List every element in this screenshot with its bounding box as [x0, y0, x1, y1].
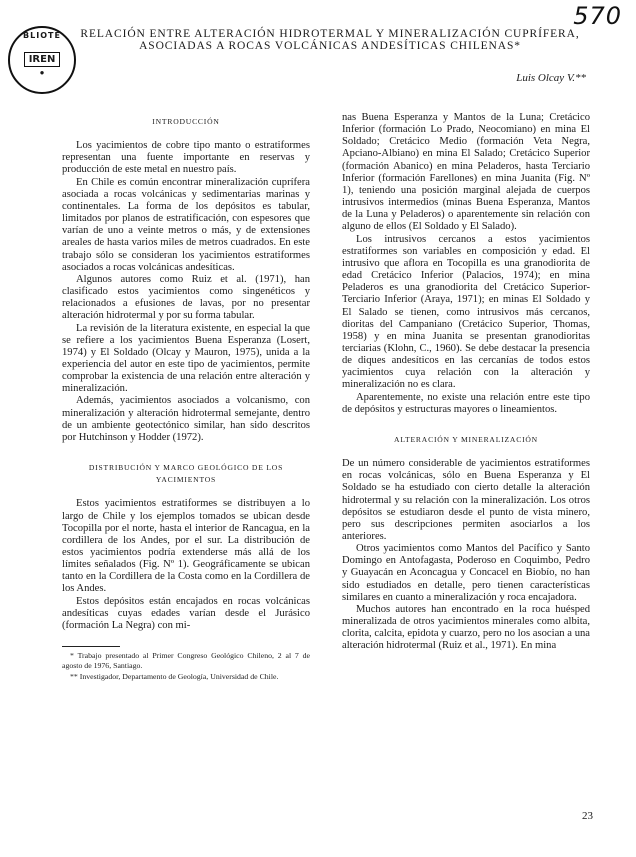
paragraph: Aparentemente, no existe una relación entre este tipo de depósitos y estructuras mayores o lineamientos.	[342, 391, 590, 415]
article-title: RELACIÓN ENTRE ALTERACIÓN HIDROTERMAL Y MINERALIZACIÓN CUPRÍFERA, ASOCIADAS A ROCAS VOLCÁNICAS ANDESÍTICAS CHILENAS*	[80, 28, 580, 52]
stamp-dot: ●	[39, 67, 45, 77]
library-stamp	[8, 26, 76, 94]
paragraph: Muchos autores han encontrado en la roca huésped mineralizada de otros yacimientos minerales como albita, clorita, calcita, epidota y cuarzo, pero no los asocian a una alteración hidrotermal (Ruiz et al., 1971). En mina	[342, 603, 590, 652]
paragraph: Los yacimientos de cobre tipo manto o estratiformes representan una fuente importante en reservas y producción de este metal en nuestro país.	[62, 140, 310, 176]
paragraph: La revisión de la literatura existente, en especial la que se refiere a los yacimientos Buena Esperanza (Losert, 1974) y El Soldado (Olcay y Mauron, 1975), unida a la experiencia del autor en este tipo de yacimientos, permite comprobar la existencia de una relación entre alteración y mineralización.	[62, 322, 310, 395]
footnote: * Trabajo presentado al Primer Congreso Geológico Chileno, 2 al 7 de agosto de 1976, Santiago.	[62, 651, 310, 670]
paragraph: Además, yacimientos asociados a volcanismo, con mineralización y alteración hidrotermal semejante, dentro de un ambiente geotectónico similar, han sido descritos por Hutchinson y Hodder (1972).	[62, 395, 310, 443]
paragraph: Estos depósitos están encajados en rocas volcánicas andesíticas cuyas edades varían desde el Jurásico (formación La Negra) con mi-	[62, 595, 310, 631]
section-heading-alteracion: ALTERACIÓN Y MINERALIZACIÓN	[394, 434, 538, 444]
page-number: 23	[582, 810, 593, 822]
paragraph: nas Buena Esperanza y Mantos de la Luna; Cretácico Inferior (formación Lo Prado, Neocomiano) en mina El Soldado; Cretácico Medio (formación Veta Negra, Apciano-Albiano) en mina El Salado; Cretácico Superior (formación Abanico) en mina Peladeros, hasta Terciario Inferior (formación Farellones) en mina Juanita (Fig. Nº 1), teniendo una posición marginal alejada de cuerpos intrusivos intermedios (minas Buena Esperanza, Mantos de la Luna y Peladeros) o aparentemente sin relación con alguno de ellos (El Soldado y El Salado).	[342, 112, 590, 233]
section-heading-distribucion: DISTRIBUCIÓN Y MARCO GEOLÓGICO DE LOS YACIMIENTOS	[88, 463, 284, 485]
section-heading-introduccion: INTRODUCCIÓN	[152, 117, 220, 126]
left-column	[62, 112, 310, 684]
paragraph: De un número considerable de yacimientos estratiformes en rocas volcánicas, sólo en Buena Esperanza y El Soldado se ha estudiado con cierto detalle la alteración hidrotermal y su relación con la mineralización. Los otros depósitos se estudiaron desde el punto de vista minero, pero sus descripciones permiten asociarlos a los anteriores.	[342, 458, 590, 542]
footnote: ** Investigador, Departamento de Geología, Universidad de Chile.	[70, 672, 279, 682]
paragraph: Estos yacimientos estratiformes se distribuyen a lo largo de Chile y los ejemplos tomados se ubican desde Tocopilla por el norte, hasta el interior de Rancagua, en la cordillera de los Andes, por el sur. La distribución de estos yacimientos podría extenderse más allá de los límites señalados (Fig. Nº 1). Geográficamente se ubican tanto en la Cordillera de la Costa como en la Cordillera de los Andes.	[62, 498, 310, 595]
footnote-rule	[62, 646, 120, 647]
footnotes	[62, 646, 310, 682]
handwritten-page-number: 570	[573, 2, 622, 30]
paragraph: Algunos autores como Ruiz et al. (1971), han clasificado estos yacimientos como singenéticos y relacionados a efusiones de lavas, por no presentar alteración hidrotermal y por su forma tabular.	[62, 273, 310, 322]
right-column	[342, 112, 590, 653]
stamp-box-text: IREN	[24, 52, 61, 67]
article-author: Luis Olcay V.**	[516, 72, 586, 84]
paragraph: En Chile es común encontrar mineralización cuprífera asociada a rocas volcánicas y sedimentarias marinas y continentales. La forma de los depósitos es tabular, limitados por planos de estratificación, con espesores que varían de uno a veinte metros o más, y de extensiones areales de hasta varios miles de metros cuadrados. En este trabajo sólo se consideran los yacimientos estratiformes asociados a rocas volcánicas andesíticas.	[62, 176, 310, 273]
paragraph: Otros yacimientos como Mantos del Pacífico y Santo Domingo en Antofagasta, Poderoso en Coquimbo, Pedro y Guayacán en Aconcagua y Concacel en Biobío, no han sido estudiados en detalle, pero tienen características similares en cuanto a mineralización y roca encajadora.	[342, 543, 590, 603]
paragraph: Los intrusivos cercanos a estos yacimientos estratiformes son variables en composición y edad. El intrusivo que aflora en Tocopilla es una granodiorita de edad Cretácico Inferior (Palacios, 1974); en mina Peladeros es una granodiorita del Cretácico Superior-Terciario Inferior (Araya, 1971); en minas El Soldado y El Salado se tienen, como intrusivos más cercanos, dioritas del Campaniano (Cretácico Superior, Thomas, 1958) y en mina Juanita se presentan granodioritas terciarias (Klohn, C., 1960). Se debe destacar la presencia de diques andesíticos en las cercanías de todos estos yacimientos cuya relación con la alteración y mineralización no es clara.	[342, 233, 590, 391]
stamp-ring-text: BLIOTE	[23, 31, 61, 40]
